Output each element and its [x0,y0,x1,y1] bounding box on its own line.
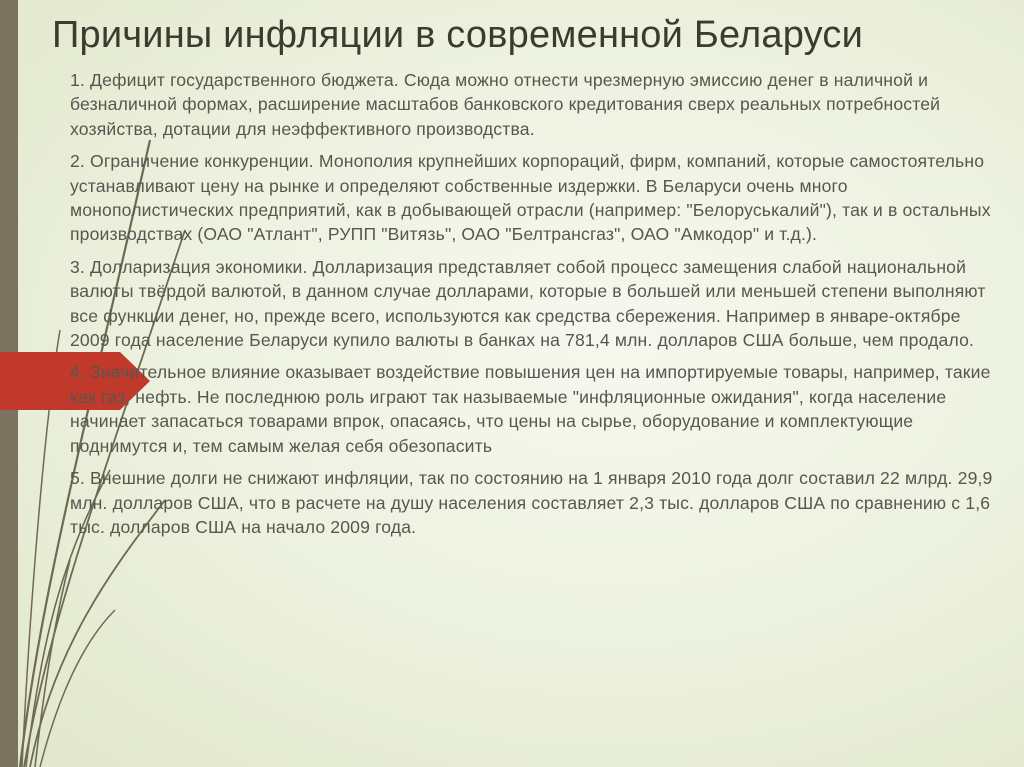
slide-title: Причины инфляции в современной Беларуси [52,14,864,56]
paragraph-dollarization: 3. Долларизация экономики. Долларизация представляет собой процесс замещения слабой национальной валюты твёрдой валютой, в данном случае долларами, которые в большей или меньшей степени выполняют все функции денег, но, прежде всего, используются как средства сбережения. Например в январе-октябре 2009 года население Беларуси купило валюты в банках на 781,4 млн. долларов США больше, чем продало. [70,256,986,351]
paragraph-budget-deficit: 1. Дефицит государственного бюджета. Сюда можно отнести чрезмерную эмиссию денег в наличной и безналичной формах, расширение масштабов банковского кредитования сверх реальных потребностей хозяйства, дотации для неэффективного производства. [70,70,941,139]
paragraph-competition: 2. Ограничение конкуренции. Монополия крупнейших корпораций, фирм, компаний, которые самостоятельно устанавливают цену на рынке и определяют собственные издержки. В Беларуси очень много монополистических предприятий, как в добывающей отрасли (например: "Белоруськалий"), так и в остальных производствах (ОАО "Атлант", РУПП "Витязь", ОАО "Белтрансгаз", ОАО "Амкодор" и т.д.). [70,151,991,245]
content-body [70,68,995,547]
paragraph-external-debt: 5. Внешние долги не снижают инфляции, так по состоянию на 1 января 2010 года долг составил 22 млрд. 29,9 млн. долларов США, что в расчете на душу населения составляет 2,3 тыс. долларов США по сравнению с 1,6 тыс. долларов США на начало 2009 года. [70,468,993,537]
paragraph-import-prices: 4. Значительное влияние оказывает воздействие повышения цен на импортируемые товары, например, такие как газ, нефть. Не последнюю роль играют так называемые "инфляционные ожидания", когда население начинает запасаться товарами впрок, опасаясь, что цены на сырье, оборудование и комплектующие поднимутся и, тем самым желая себя обезопасить [70,362,991,456]
